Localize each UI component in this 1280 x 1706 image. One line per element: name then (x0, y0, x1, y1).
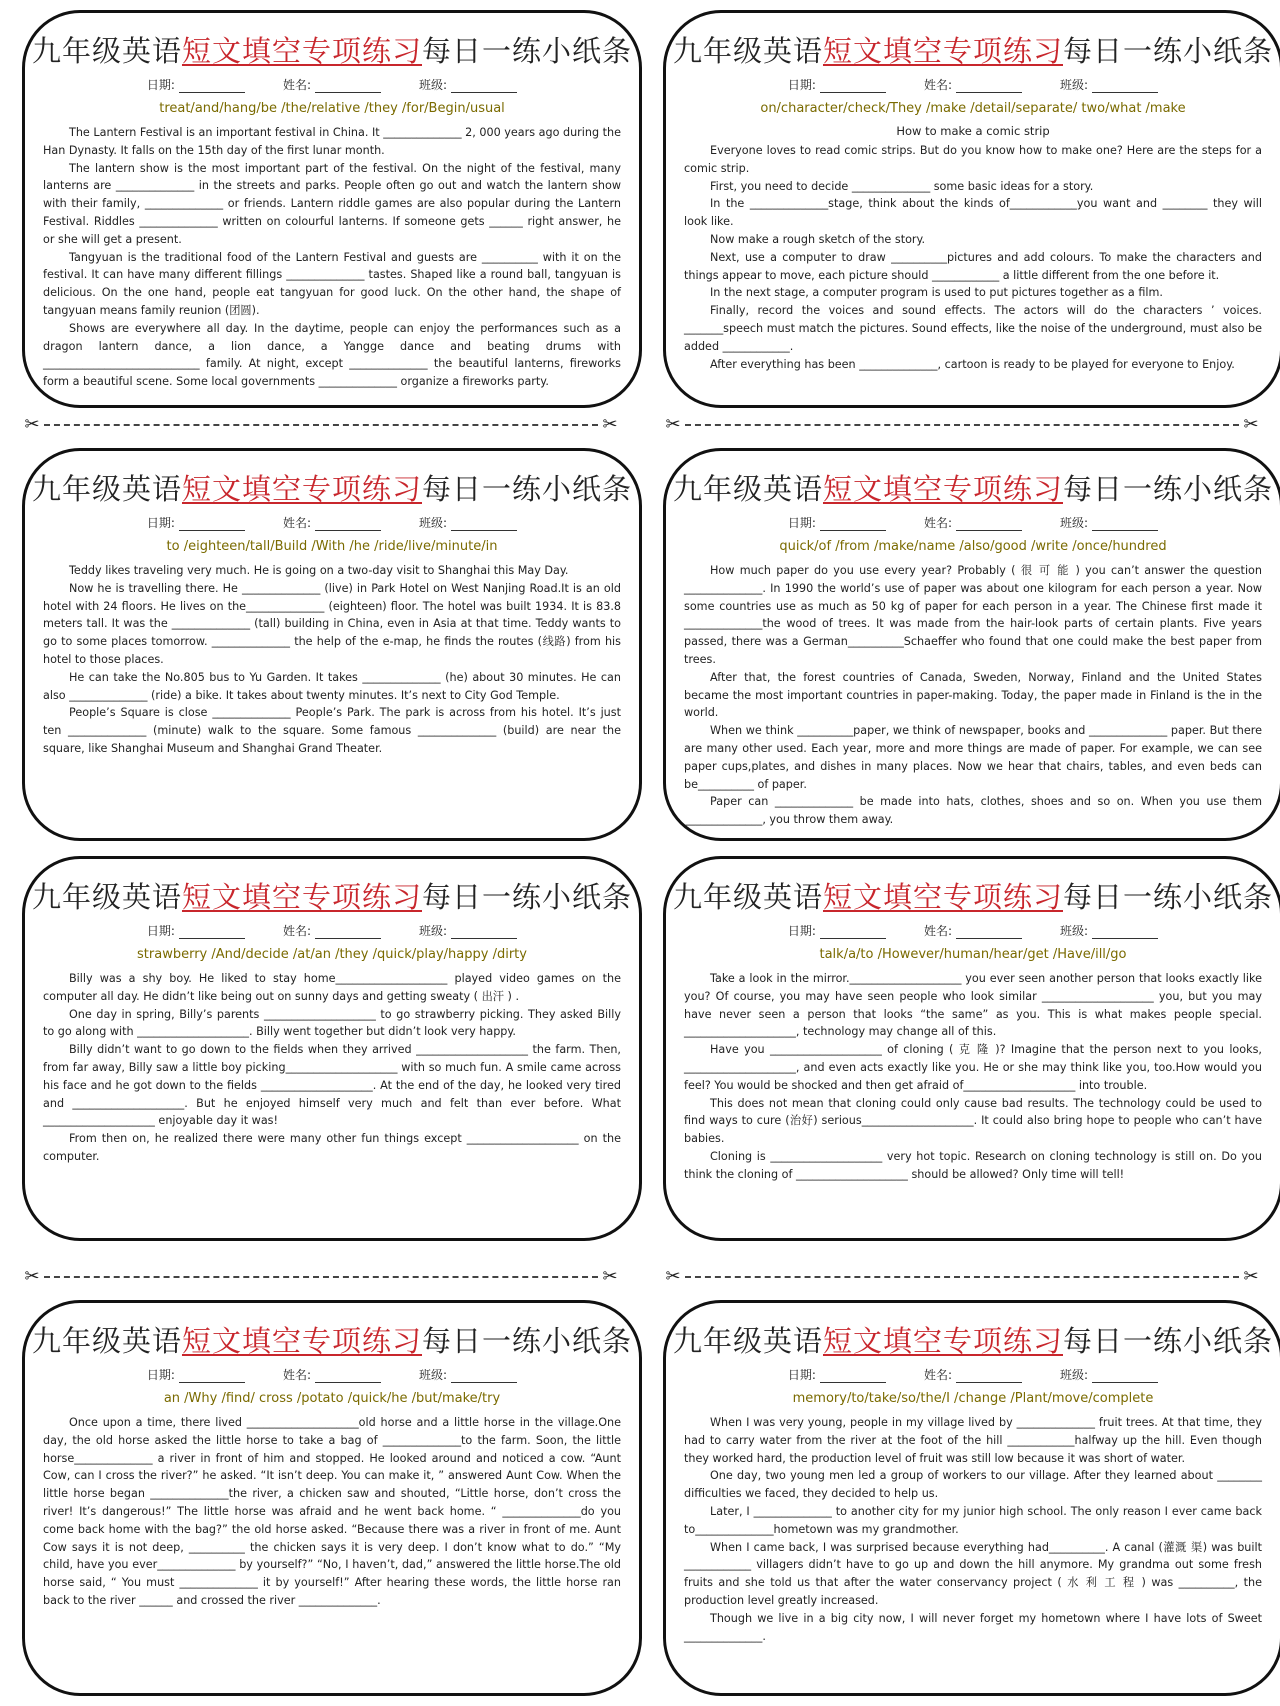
name-field[interactable] (956, 1370, 1022, 1383)
title-highlight: 短文填空专项练习 (822, 880, 1063, 914)
card-title (25, 29, 639, 70)
passage-paragraph: Shows are everywhere all day. In the daytime, people can enjoy the performances such as a dragon lantern dance, a lion dance, a Yangge dance and beating drums with ____________________________ family. At night, except ______________ the beautiful lanterns, fireworks form a beautiful scene. Some local governments ______________ organize a fireworks party. (43, 321, 621, 389)
word-bank: talk/a/to /However/human/hear/get /Have/ill/go (819, 947, 1127, 962)
passage-paragraph: When I came back, I was surprised because everything had__________. A canal (灌溉 渠) was built ____________ villagers didn’t have to go up and down the hill anymore. My grandma out some fresh fruits and she told us that after the water conservancy project ( 水 利 工 程 ) was __________, the production level greatly increased. (684, 1540, 1262, 1607)
card-title (25, 1319, 639, 1360)
date-label: 日期: (787, 1368, 816, 1382)
name-field[interactable] (315, 80, 381, 93)
card-title (25, 875, 639, 916)
passage-paragraph: When I was very young, people in my village lived by ______________ fruit trees. At that time, they had to carry water from the river at the foot of the hill ____________halfway up the hill. Even though they worked hard, the production level of fruit was still low because it was short of water. (684, 1416, 1262, 1465)
passage-paragraph: The lantern show is the most important part of the festival. On the night of the festival, many lanterns are ______________ in the streets and parks. People often go out and watch the lantern show with their family, ______________ or friends. Lantern riddle games are also popular during the Lantern Festival. Riddles ______________ written on colourful lanterns. If someone gets ______ right answer, he or she will get a present. (43, 161, 621, 246)
card-title (666, 1319, 1280, 1360)
passage-paragraph: Tangyuan is the traditional food of the Lantern Festival and guests are __________ with it on the festival. It can have many different fillings ______________ tastes. Shaped like a round ball, tangyuan is delicious. On the one hand, people eat tangyuan for good luck. On the other hand, the shape of tangyuan means family reunion (团圆). (43, 250, 621, 317)
name-label: 姓名: (923, 924, 953, 938)
card-title (666, 29, 1280, 70)
date-field[interactable] (179, 926, 245, 939)
class-label: 班级: (1060, 1368, 1089, 1382)
scissors-icon: ✂ (24, 1266, 40, 1287)
passage-body (25, 970, 639, 1166)
title-highlight: 短文填空专项练习 (181, 1324, 422, 1358)
student-info-row (666, 514, 1280, 531)
name-field[interactable] (315, 1370, 381, 1383)
passage-paragraph: Paper can ______________ be made into hats, clothes, shoes and so on. When you use them ______________, you throw them away. (684, 795, 1262, 827)
title-suffix: 每日一练小纸条 (1063, 34, 1274, 68)
student-info-row (25, 922, 639, 939)
title-prefix: 九年级英语 (672, 472, 823, 506)
passage-paragraph: Later, I ______________ to another city for my junior high school. The only reason I ever came back to______________hometown was my grandmother. (684, 1504, 1262, 1536)
word-bank: strawberry /And/decide /at/an /they /quick/play/happy /dirty (137, 947, 527, 962)
scissors-icon: ✂ (602, 414, 618, 435)
date-label: 日期: (787, 516, 816, 530)
passage-paragraph: How much paper do you use every year? Probably ( 很 可 能 ) you can’t answer the question ______________. In 1990 the world’s use of paper was about one kilogram for each person a year. Now some countries use as much as 50 kg of paper for each person in a year. The Chinese first made it ______________the wood of trees. It was made from the hair-look parts of certain plants. Five years passed, there was a German__________Schaeffer who found that one could make the best paper from trees. (684, 564, 1262, 666)
passage-paragraph: Billy didn’t want to go down to the fields when they arrived ____________________ the farm. Then, from far away, Billy saw a little boy picking____________________ with so much fun. A smile came across his face and he got down to the fields ____________________. At the end of the day, he looked very tired and ____________________. But he enjoyed himself very much and felt than ever before. What ____________________ enjoyable day it was! (43, 1043, 621, 1128)
passage-subtitle: How to make a comic strip (896, 124, 1050, 138)
class-field[interactable] (451, 518, 517, 531)
cut-line (22, 414, 620, 435)
title-suffix: 每日一练小纸条 (1063, 472, 1274, 506)
scissors-icon: ✂ (665, 414, 681, 435)
passage-paragraph: One day, two young men led a group of workers to our village. After they learned about ________ difficulties we faced, they decided to help us. (684, 1469, 1262, 1501)
worksheet-card-3 (22, 448, 642, 841)
title-suffix: 每日一练小纸条 (1063, 880, 1274, 914)
passage-paragraph: One day in spring, Billy’s parents ____________________ to go strawberry picking. They asked Billy to go along with ____________________. Billy went together but didn’t look very happy. (43, 1007, 621, 1039)
class-field[interactable] (1092, 926, 1158, 939)
title-prefix: 九年级英语 (31, 472, 182, 506)
student-info-row (666, 76, 1280, 93)
passage-paragraph: Teddy likes traveling very much. He is going on a two-day visit to Shanghai this May Day. (69, 564, 569, 577)
name-field[interactable] (956, 926, 1022, 939)
student-info-row (666, 922, 1280, 939)
date-label: 日期: (146, 78, 175, 92)
card-title (666, 875, 1280, 916)
name-field[interactable] (956, 518, 1022, 531)
passage-paragraph: The Lantern Festival is an important festival in China. It ______________ 2, 000 years ago during the Han Dynasty. It falls on the 15th day of the first lunar month. (43, 126, 621, 157)
passage-paragraph: Take a look in the mirror.____________________ you ever seen another person that looks exactly like you? Of course, you may have seen people who look similar ____________________ you, but you may have never seen a person that looks “the same” as you. This is what makes people special. ____________________, technology may change all of this. (684, 972, 1262, 1039)
title-prefix: 九年级英语 (31, 880, 182, 914)
worksheet-card-6 (663, 856, 1280, 1241)
worksheet-card-8 (663, 1300, 1280, 1696)
date-field[interactable] (179, 80, 245, 93)
passage-paragraph: When we think __________paper, we think of newspaper, books and ______________ paper. But there are many other used. Each year, more and more things are made of paper. For example, we can see paper cups,plates, and dishes in many places. Now we hear that chairs, tables, and even beds can be__________ of paper. (684, 724, 1262, 791)
passage-body (666, 142, 1280, 373)
word-bank: quick/of /from /make/name /also/good /write /once/hundred (779, 539, 1167, 554)
student-info-row (25, 1366, 639, 1383)
passage-paragraph: Cloning is ____________________ very hot topic. Research on cloning technology is still on. Do you think the cloning of ____________________ should be allowed? Only time will tell! (684, 1149, 1262, 1181)
name-label: 姓名: (923, 1368, 953, 1382)
class-field[interactable] (451, 80, 517, 93)
scissors-icon: ✂ (1243, 414, 1259, 435)
word-bank: memory/to/take/so/the/I /change /Plant/move/complete (792, 1391, 1154, 1406)
class-field[interactable] (451, 1370, 517, 1383)
passage-paragraph: Finally, record the voices and sound effects. The actors will do the characters ’ voices. _______speech must match the pictures. Sound effects, like the noise of the underground, must also be added ____________. (684, 304, 1262, 353)
title-prefix: 九年级英语 (672, 1324, 823, 1358)
passage-body (25, 124, 639, 391)
student-info-row (25, 514, 639, 531)
passage-paragraph: Everyone loves to read comic strips. But do you know how to make one? Here are the steps for a comic strip. (684, 144, 1262, 175)
date-label: 日期: (146, 516, 175, 530)
class-field[interactable] (1092, 80, 1158, 93)
title-highlight: 短文填空专项练习 (181, 34, 422, 68)
title-suffix: 每日一练小纸条 (1063, 1324, 1274, 1358)
passage-paragraph: Now make a rough sketch of the story. (710, 232, 926, 246)
passage-body (666, 562, 1280, 829)
title-prefix: 九年级英语 (672, 34, 823, 68)
cut-line (22, 1266, 620, 1287)
date-label: 日期: (146, 1368, 175, 1382)
title-suffix: 每日一练小纸条 (422, 1324, 633, 1358)
worksheet-card-2 (663, 10, 1280, 408)
title-suffix: 每日一练小纸条 (422, 880, 633, 914)
class-field[interactable] (1092, 1370, 1158, 1383)
class-field[interactable] (451, 926, 517, 939)
class-label: 班级: (419, 516, 448, 530)
scissors-icon: ✂ (602, 1266, 618, 1287)
worksheet-card-1 (22, 10, 642, 408)
passage-paragraph: After everything has been ______________, cartoon is ready to be played for everyone to Enjoy. (710, 357, 1235, 371)
date-field[interactable] (820, 1370, 886, 1383)
passage-paragraph: Have you ____________________ of cloning ( 克 隆 )? Imagine that the person next to you looks, ____________________, and even acts exactly like you. He or she may think like you, too.How would you feel? You would be shocked and then get afraid of____________________ into trouble. (684, 1043, 1262, 1092)
class-label: 班级: (1060, 78, 1089, 92)
date-label: 日期: (787, 78, 816, 92)
word-bank: an /Why /find/ cross /potato /quick/he /but/make/try (163, 1391, 501, 1406)
cut-line (663, 414, 1261, 435)
title-highlight: 短文填空专项练习 (181, 880, 422, 914)
name-label: 姓名: (282, 516, 312, 530)
scissors-icon: ✂ (665, 1266, 681, 1287)
passage-paragraph: First, you need to decide ______________ some basic ideas for a story. (710, 179, 1094, 193)
passage-paragraph: In the ______________stage, think about the kinds of____________you want and ________ they will look like. (684, 197, 1262, 229)
card-title (666, 467, 1280, 508)
class-label: 班级: (419, 1368, 448, 1382)
name-label: 姓名: (923, 516, 953, 530)
title-highlight: 短文填空专项练习 (822, 1324, 1063, 1358)
date-field[interactable] (820, 518, 886, 531)
passage-paragraph: Now he is travelling there. He ______________ (live) in Park Hotel on West Nanjing Road.It is an old hotel with 24 floors. He lives on the______________ (eighteen) floor. The hotel was built 1934. It is 83.8 meters tall. It was the ______________ (tall) building in China, even in Asia at that time. Teddy wants to go to some places tomorrow. ______________ the help of the e-map, he finds the routes (线路) from his hotel to those places. (43, 581, 621, 666)
passage-body (25, 562, 639, 758)
word-bank: on/character/check/They /make /detail/separate/ two/what /make (760, 101, 1186, 116)
word-bank: treat/and/hang/be /the/relative /they /for/Begin/usual (159, 101, 505, 116)
word-bank: to /eighteen/tall/Build /With /he /ride/live/minute/in (166, 539, 498, 554)
passage-paragraph: People’s Square is close ______________ People’s Park. The park is across from his hotel. It’s just ten ______________ (minute) walk to the square. Some famous ______________ (build) are near the square, like Shanghai Museum and Shanghai Grand Theater. (43, 706, 621, 755)
title-highlight: 短文填空专项练习 (181, 472, 422, 506)
worksheet-card-7 (22, 1300, 642, 1696)
date-field[interactable] (820, 80, 886, 93)
scissors-icon: ✂ (1243, 1266, 1259, 1287)
scissors-icon: ✂ (24, 414, 40, 435)
name-label: 姓名: (282, 1368, 312, 1382)
name-field[interactable] (956, 80, 1022, 93)
card-title (25, 467, 639, 508)
title-prefix: 九年级英语 (31, 1324, 182, 1358)
title-prefix: 九年级英语 (31, 34, 182, 68)
passage-paragraph: Though we live in a big city now, I will never forget my hometown where I have lots of Sweet ______________. (684, 1611, 1262, 1643)
date-field[interactable] (820, 926, 886, 939)
name-field[interactable] (315, 518, 381, 531)
name-label: 姓名: (282, 924, 312, 938)
cut-line (663, 1266, 1261, 1287)
class-field[interactable] (1092, 518, 1158, 531)
passage-paragraph: This does not mean that cloning could only cause bad results. The technology could be used to find ways to cure (治好) serious____________________. It could also bring hope to people who can’t have babies. (684, 1096, 1262, 1146)
class-label: 班级: (419, 924, 448, 938)
passage-body (666, 1414, 1280, 1645)
title-prefix: 九年级英语 (672, 880, 823, 914)
title-highlight: 短文填空专项练习 (822, 34, 1063, 68)
worksheet-card-4 (663, 448, 1280, 841)
passage-paragraph: Next, use a computer to draw __________pictures and add colours. To make the characters and things appear to move, each picture should ____________ a little different from the one before it. (684, 250, 1262, 282)
name-label: 姓名: (923, 78, 953, 92)
student-info-row (666, 1366, 1280, 1383)
passage-body (25, 1414, 639, 1610)
passage-paragraph: After that, the forest countries of Canada, Sweden, Norway, Finland and the United States became the most important countries in paper-making. Today, the paper made in Finland is the in the world. (684, 670, 1262, 720)
passage-paragraph: From then on, he realized there were many other fun things except ____________________ on the computer. (43, 1132, 621, 1163)
passage-paragraph: Once upon a time, there lived ____________________old horse and a little horse in the village.One day, the old horse asked the little horse to take a bag of ______________to the farm. Soon, the little horse______________ a river in front of him and stopped. He looked around and noticed a cow. “Aunt Cow, can I cross the river?” he asked. “It isn’t deep. You can make it, ” answered Aunt Cow. When the little horse began ______________the river, a chicken saw and shouted, “Little horse, don’t cross the river! It’s dangerous!” The little horse was afraid and he went back home. “ ______________do you come back home with the bag?” the old horse asked. “Because there was a river in front of me. Aunt Cow says it is not deep, __________ the chicken says it is very deep. I don’t know what to do.” “My child, have you ever______________ by yourself?” “No, I haven’t, dad,” answered the little horse.The old horse said, “ You must ______________ it by yourself!” After hearing these words, the little horse ran back to the river ______ and crossed the river ______________. (43, 1416, 621, 1607)
name-field[interactable] (315, 926, 381, 939)
passage-paragraph: In the next stage, a computer program is used to put pictures together as a film. (710, 286, 1163, 300)
date-field[interactable] (179, 518, 245, 531)
passage-paragraph: He can take the No.805 bus to Yu Garden. It takes ______________ (he) about 30 minutes. He can also ______________ (ride) a bike. It takes about twenty minutes. It’s next to City God Temple. (43, 670, 621, 702)
name-label: 姓名: (282, 78, 312, 92)
date-field[interactable] (179, 1370, 245, 1383)
date-label: 日期: (146, 924, 175, 938)
passage-body (666, 970, 1280, 1184)
class-label: 班级: (1060, 516, 1089, 530)
date-label: 日期: (787, 924, 816, 938)
title-suffix: 每日一练小纸条 (422, 34, 633, 68)
student-info-row (25, 76, 639, 93)
passage-paragraph: Billy was a shy boy. He liked to stay home____________________ played video games on the computer all day. He didn’t like being out on sunny days and getting sweaty ( 出汗 ) . (43, 972, 621, 1003)
worksheet-card-5 (22, 856, 642, 1241)
class-label: 班级: (419, 78, 448, 92)
title-suffix: 每日一练小纸条 (422, 472, 633, 506)
title-highlight: 短文填空专项练习 (822, 472, 1063, 506)
class-label: 班级: (1060, 924, 1089, 938)
